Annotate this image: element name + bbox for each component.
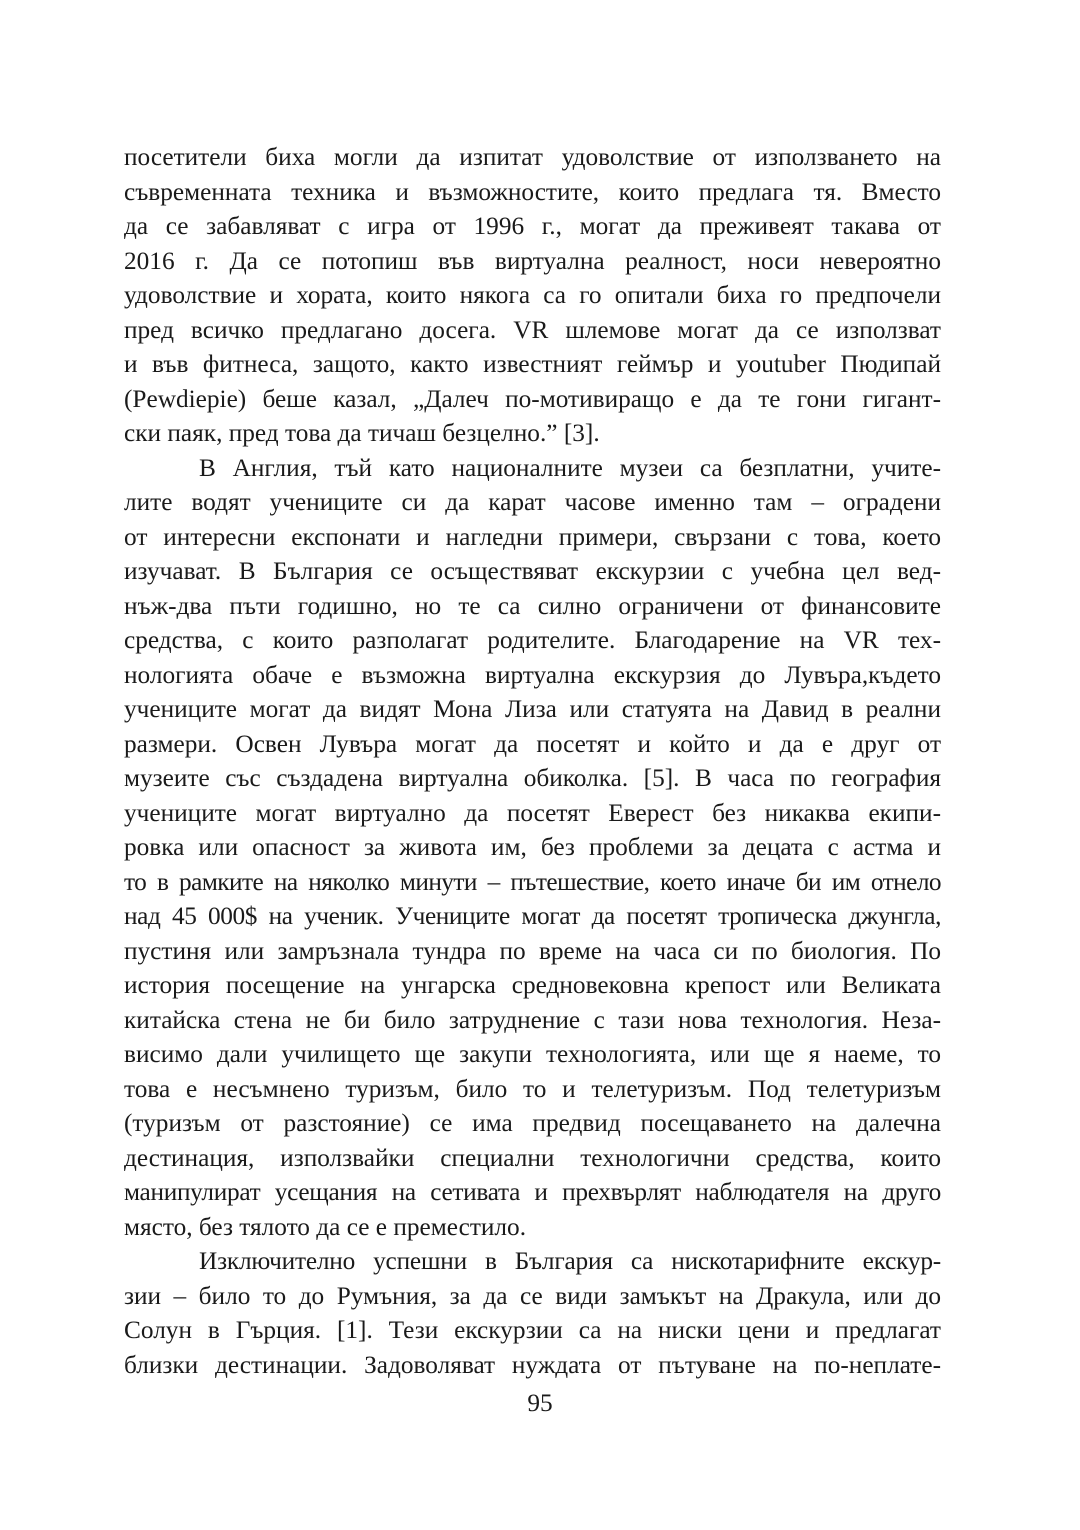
text-line: (туризъм от разстояние) се има предвид посещаването на далечна bbox=[124, 1109, 941, 1137]
text-line: посетители биха могли да изпитат удоволствие от използването на bbox=[124, 143, 941, 171]
text-line: размери. Освен Лувъра могат да посетят и който и да е друг от bbox=[124, 729, 941, 758]
text-line: съвременната техника и възможностите, които предлага тя. Вместо bbox=[124, 177, 941, 206]
text-line: В Англия, тъй като националните музеи са безплатни, учите- bbox=[199, 453, 941, 482]
text-line: това е несъмнено туризъм, било то и телетуризъм. Под телетуризъм bbox=[124, 1074, 941, 1103]
text-line: музеите със създадена виртуална обиколка. [5]. В часа по география bbox=[124, 764, 941, 792]
text-line: дестинация, използвайки специални технологични средства, които bbox=[124, 1143, 941, 1172]
text-line: над 45 000$ на ученик. Учениците могат да посетят тропическа джунгла, bbox=[124, 902, 941, 930]
text-line: учениците могат да видят Мона Лиза или статуята на Давид в реални bbox=[124, 695, 941, 723]
text-line: то в рамките на няколко минути – пътешествие, което иначе би им отнело bbox=[124, 867, 941, 896]
text-line: висимо дали училището ще закупи технологията, или ще я наеме, то bbox=[124, 1040, 941, 1068]
paragraph-3 bbox=[124, 1244, 941, 1382]
text-line: изучават. В България се осъществяват екскурзии с учебна цел вед- bbox=[124, 557, 941, 585]
paragraph-2 bbox=[124, 451, 941, 1245]
text-line: да се забавляват с игра от 1996 г., могат да преживеят такава от bbox=[124, 212, 941, 240]
text-line: китайска стена не би било затруднение с тази нова технология. Неза- bbox=[124, 1005, 941, 1034]
paragraph-1 bbox=[124, 140, 941, 451]
text-line: пустиня или замръзнала тундра по време на часа си по биология. По bbox=[124, 936, 941, 965]
text-line: Изключително успешни в България са нискотарифните екскур- bbox=[199, 1247, 941, 1275]
text-line: история посещение на унгарска средновековна крепост или Великата bbox=[124, 971, 941, 999]
page-number: 95 bbox=[527, 1389, 553, 1417]
text-line: Солун в Гърция. [1]. Тези екскурзии са на ниски цени и предлагат bbox=[124, 1316, 941, 1344]
text-line: 2016 г. Да се потопиш във виртуална реалност, носи невероятно bbox=[124, 246, 941, 275]
text-line: от интересни експонати и нагледни примери, свързани с това, което bbox=[124, 522, 941, 551]
body-text bbox=[124, 140, 941, 1382]
text-line: (Pewdiepie) беше казал, „Далеч по-мотивиращо е да те гони гигант- bbox=[124, 384, 941, 413]
text-line: удоволствие и хората, които някога са го опитали биха го предпочели bbox=[124, 281, 941, 309]
text-line: зии – било то до Румъния, за да се види замъкът на Дракула, или до bbox=[124, 1281, 941, 1310]
text-line: ровка или опасност за живота им, без проблеми за децата с астма и bbox=[124, 833, 941, 861]
text-line: пред всичко предлагано досега. VR шлемове могат да се използват bbox=[124, 315, 941, 344]
text-line: и във фитнеса, защото, както известният геймър и youtuber Пюдипай bbox=[124, 350, 941, 378]
text-line: нологията обаче е възможна виртуална екскурзия до Лувъра,където bbox=[124, 660, 941, 689]
text-line: средства, с които разполагат родителите. Благодарение на VR тех- bbox=[124, 626, 941, 654]
text-line: учениците могат виртуално да посетят Еверест без никаква екипи- bbox=[124, 798, 941, 827]
text-line: място, без тялото да се е преместило. bbox=[124, 1212, 527, 1241]
text-line: ски паяк, пред това да тичаш безцелно.” [3]. bbox=[124, 419, 600, 447]
text-line: близки дестинации. Задоволяват нуждата от пътуване на по-неплате- bbox=[124, 1350, 941, 1379]
text-line: манипулират усещания на сетивата и прехвърлят наблюдателя на друго bbox=[124, 1178, 941, 1206]
text-line: лите водят учениците си да карат часове именно там – оградени bbox=[124, 488, 941, 516]
text-line: нъж-два пъти годишно, но те са силно ограничени от финансовите bbox=[124, 591, 941, 620]
